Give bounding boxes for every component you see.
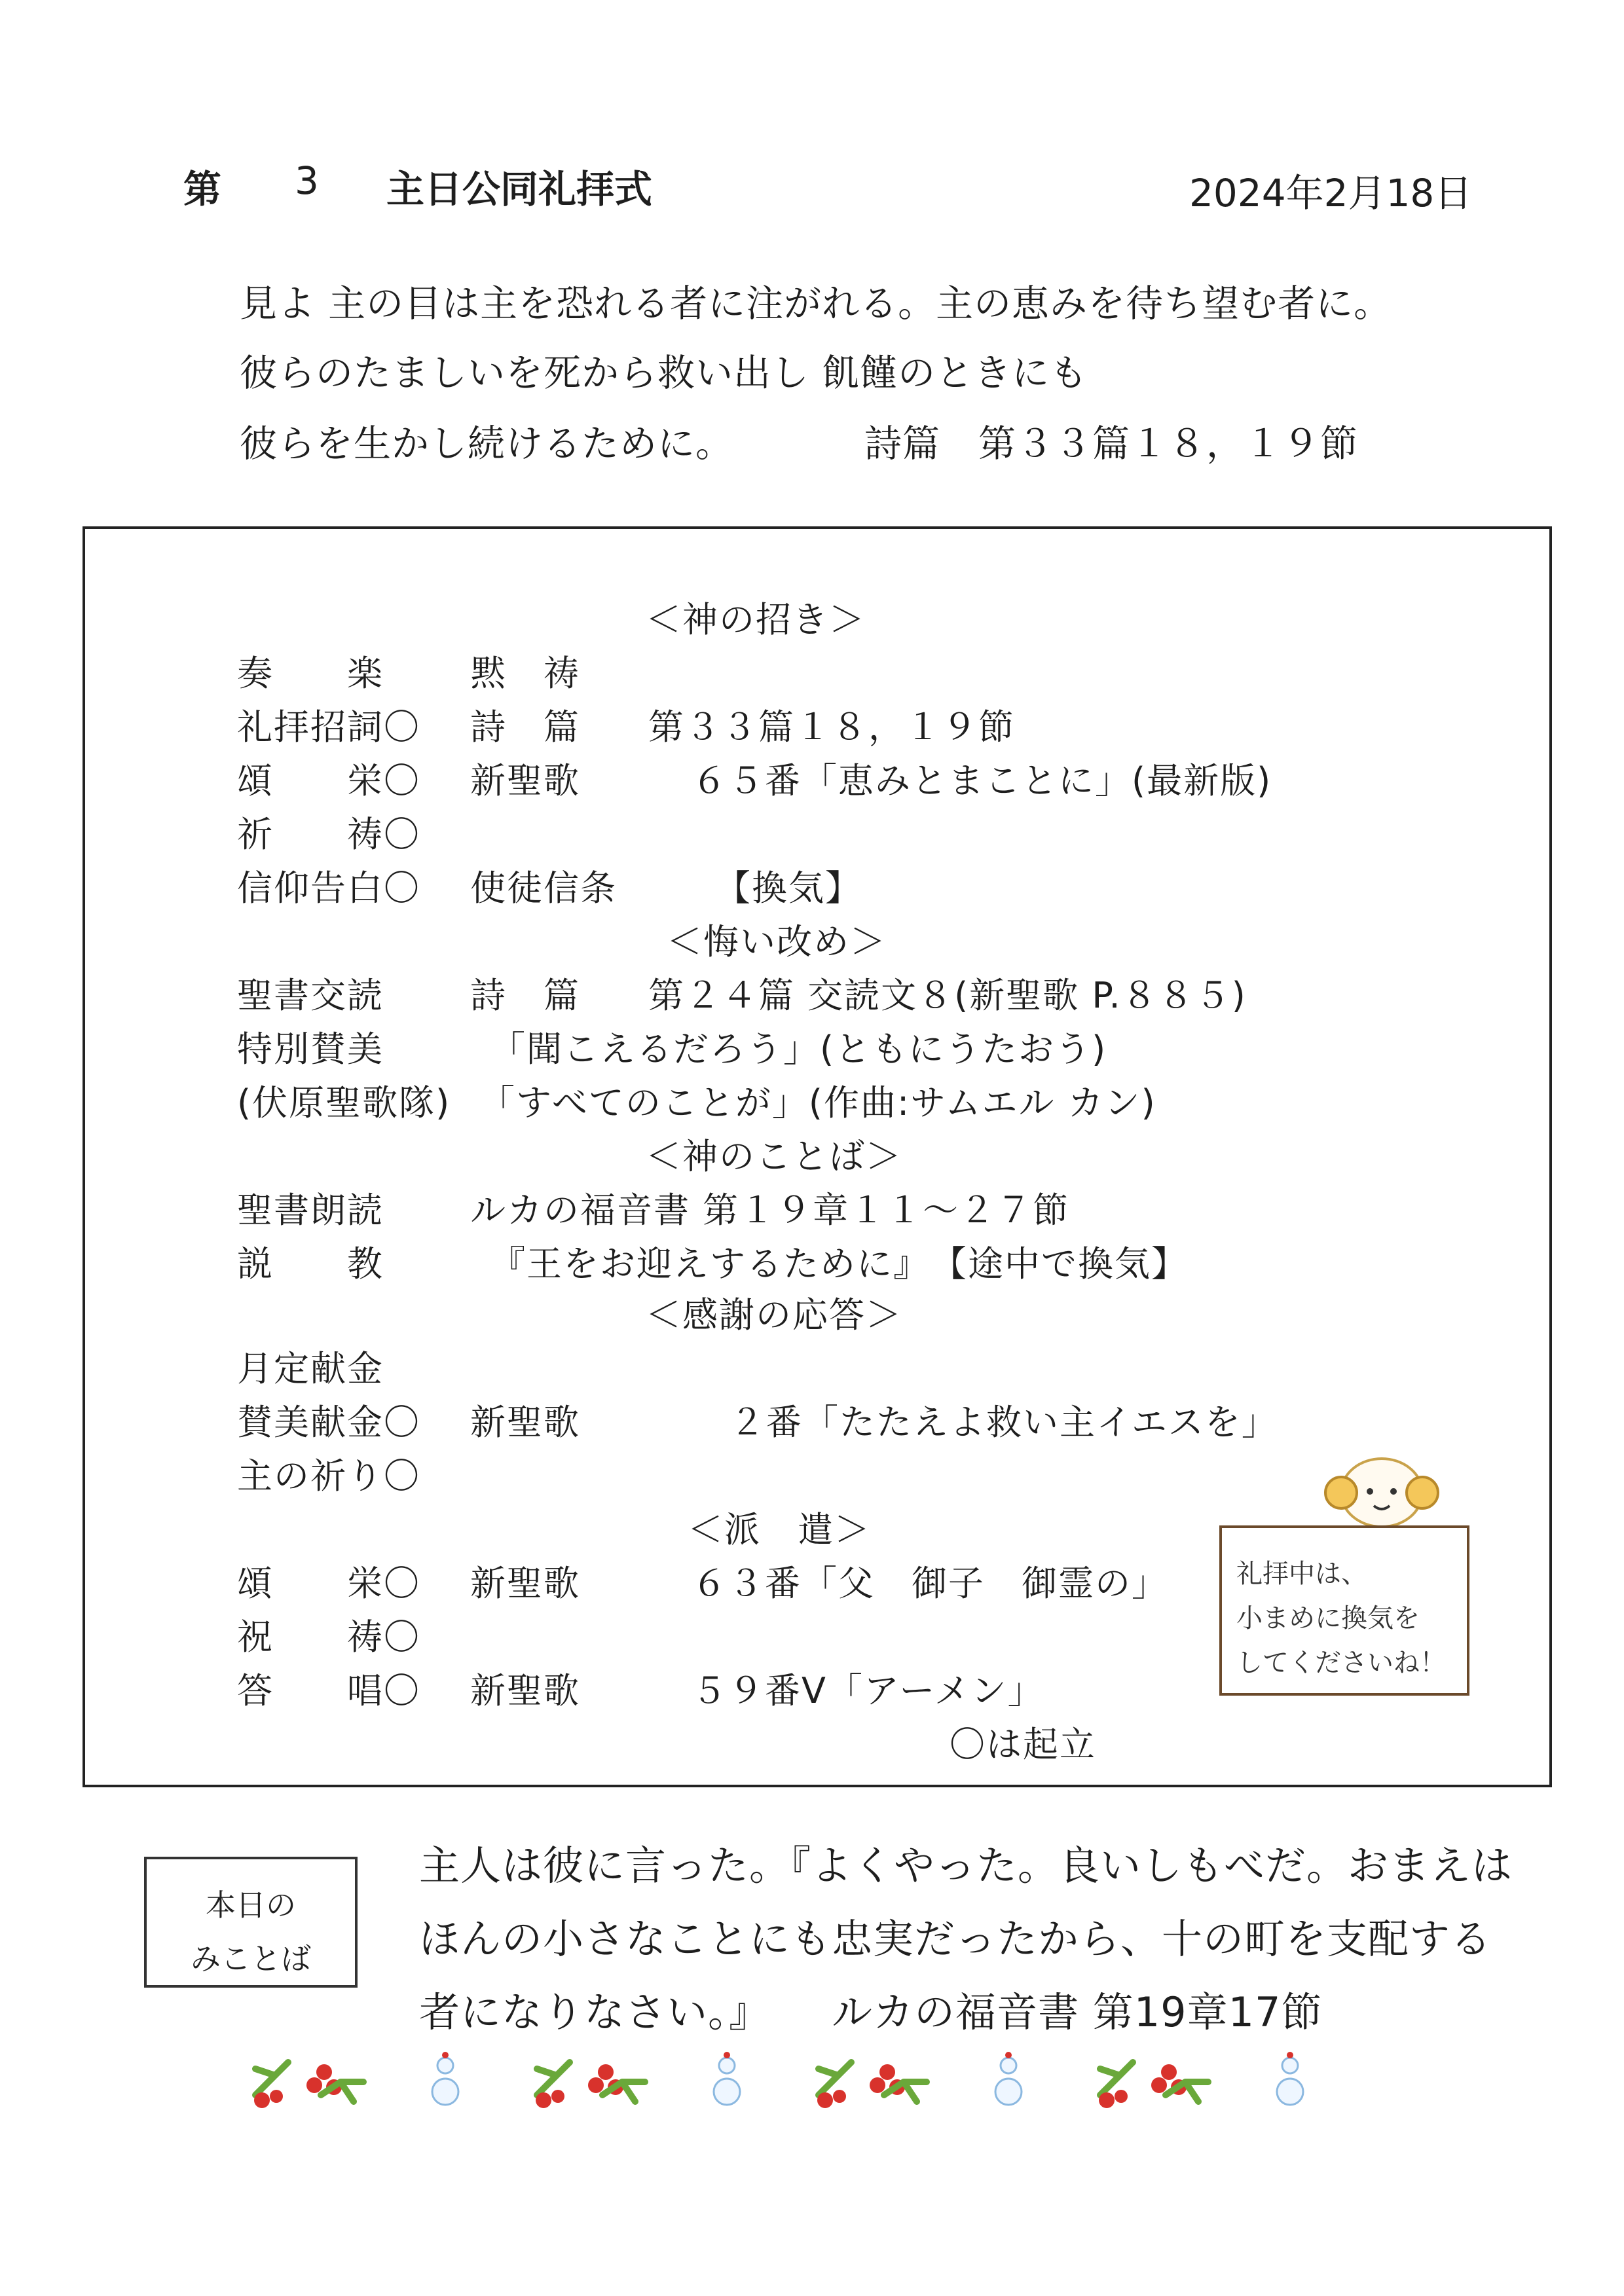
snowman-icon (707, 2049, 747, 2115)
service-title: 主日公同礼拝式 (386, 167, 653, 211)
row-detail: ５９番Ⅴ「アーメン」 (692, 1670, 1044, 1711)
sheep-icon (1316, 1440, 1447, 1532)
verse-reference: 詩篇 第３３篇１８，１９節 (864, 422, 1358, 465)
todays-word-label: 本日の (206, 1887, 296, 1923)
row-item: 新聖歌 (470, 1670, 580, 1711)
todays-word-label-box (144, 1857, 358, 1988)
row-item: 詩 篇 (470, 975, 580, 1016)
snowman-icon (426, 2049, 465, 2115)
row-label: 説 教 (237, 1243, 384, 1285)
section-heading: ＜派 遣＞ (688, 1509, 871, 1550)
row-item: 新聖歌 (470, 760, 580, 801)
row-label: 祈 祷〇 (237, 814, 420, 855)
row-label: 賛美献金〇 (237, 1402, 420, 1443)
row-label: 奏 楽 (237, 653, 384, 694)
row-label: 祝 祷〇 (237, 1616, 420, 1658)
row-label: 聖書交読 (237, 975, 384, 1016)
row-detail: 第３３篇１８，１９節 (648, 706, 1015, 748)
row-detail: 第２４篇 交読文８(新聖歌 P.８８５) (648, 975, 1247, 1016)
row-item: 使徒信条 (470, 867, 617, 909)
snowman-icon (1270, 2049, 1310, 2115)
row-item: 黙 祷 (470, 653, 580, 694)
todays-word-line-1: 主人は彼に言った。『よくやった。良いしもべだ。おまえは (419, 1842, 1513, 1889)
section-heading: ＜悔い改め＞ (667, 921, 887, 962)
row-label: 頌 栄〇 (237, 1563, 420, 1604)
sign-line: 礼拝中は、 (1236, 1559, 1367, 1589)
todays-word-line-2: ほんの小さなことにも忠実だったから、十の町を支配する (419, 1915, 1492, 1963)
row-detail: 【換気】 (715, 867, 862, 909)
row-label: 主の祈り〇 (237, 1455, 420, 1497)
row-detail: ６５番「恵みとまことに」(最新版) (692, 760, 1272, 801)
todays-word-line-3: 者になりなさい。』 (419, 1988, 771, 2036)
section-heading: ＜神の招き＞ (646, 599, 866, 640)
row-label: 礼拝招詞〇 (237, 706, 420, 748)
service-date: 2024年2月18日 (1189, 171, 1473, 215)
row-detail: ６３番「父 御子 御霊の」 (692, 1563, 1168, 1604)
row-label: 頌 栄〇 (237, 760, 420, 801)
row-label: 特別賛美 (237, 1029, 384, 1070)
row-label: 聖書朗読 (237, 1190, 384, 1231)
section-heading: ＜感謝の応答＞ (646, 1294, 902, 1336)
row-detail: 「すべてのことが」(作曲:サムエル カン) (479, 1082, 1156, 1123)
row-label: 月定献金 (237, 1348, 384, 1389)
row-item: 詩 篇 (470, 706, 580, 748)
row-label: 答 唱〇 (237, 1670, 420, 1711)
sign-line: 小まめに換気を (1236, 1603, 1420, 1633)
row-detail: ２番「たたえよ救い主イエスを」 (729, 1402, 1278, 1443)
berry-leaf-icon (805, 2049, 936, 2115)
section-heading: ＜神のことば＞ (646, 1136, 902, 1177)
row-item: ルカの福音書 第１９章１１～２７節 (470, 1190, 1070, 1231)
verse-line-1: 見よ 主の目は主を恐れる者に注がれる。主の恵みを待ち望む者に。 (240, 282, 1392, 325)
verse-line-3: 彼らを生かし続けるために。 (240, 422, 733, 465)
row-label: 信仰告白〇 (237, 867, 420, 909)
decoration-border (242, 2049, 1329, 2121)
todays-word-reference: ルカの福音書 第19章17節 (832, 1988, 1323, 2036)
snowman-icon (989, 2049, 1028, 2115)
row-item: 新聖歌 (470, 1563, 580, 1604)
header-dai: 第 (183, 167, 222, 211)
ventilation-sign (1219, 1525, 1469, 1696)
berry-leaf-icon (524, 2049, 655, 2115)
verse-line-2: 彼らのたましいを死から救い出し 飢饉のときにも (240, 352, 1088, 395)
row-detail: 「聞こえるだろう」(ともにうたおう) (490, 1029, 1107, 1070)
sign-line: してくださいね！ (1236, 1648, 1446, 1678)
berry-leaf-icon (242, 2049, 373, 2115)
standing-note: 〇は起立 (950, 1724, 1096, 1765)
row-detail: 『王をお迎えするために』 【途中で換気】 (490, 1243, 1188, 1285)
service-number: 3 (295, 158, 319, 203)
todays-word-label: みことば (191, 1941, 311, 1977)
berry-leaf-icon (1087, 2049, 1218, 2115)
row-item: 新聖歌 (470, 1402, 580, 1443)
row-label: (伏原聖歌隊) (237, 1082, 451, 1123)
